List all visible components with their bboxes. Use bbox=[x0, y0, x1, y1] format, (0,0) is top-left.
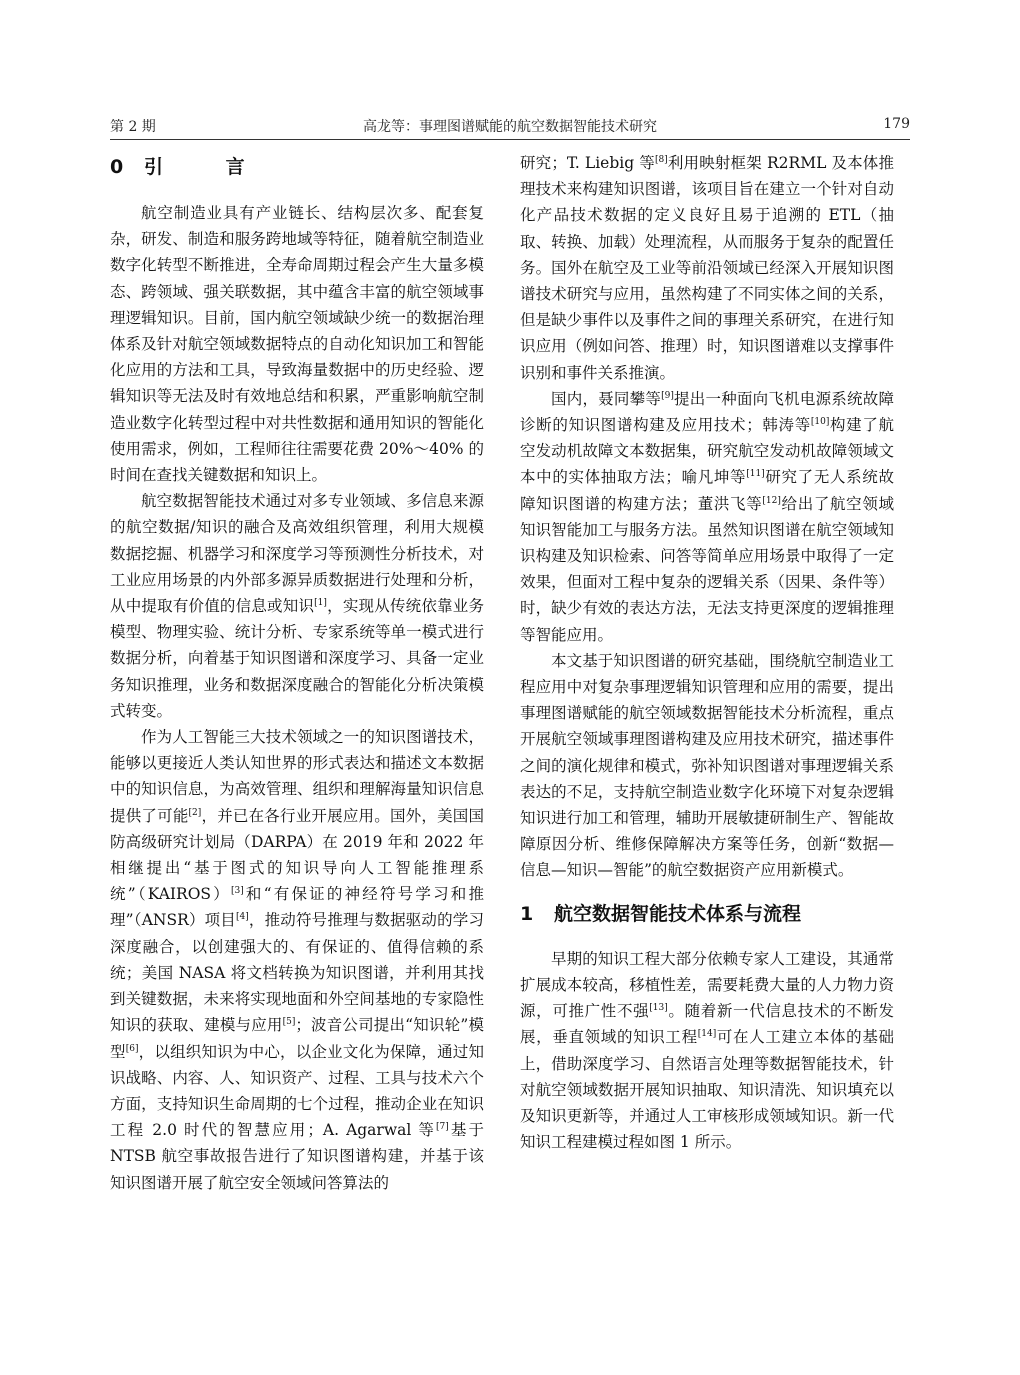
citation[interactable]: [6] bbox=[125, 1043, 139, 1054]
citation[interactable]: [13] bbox=[649, 1003, 668, 1014]
page-number: 179 bbox=[883, 116, 910, 132]
paragraph: 航空数据智能技术通过对多专业领域、多信息来源的航空数据/知识的融合及高效组织管理，利用大规模数据挖掘、机器学习和深度学习等预测性分析技术，对工业应用场景的内外部多源异质数据进行处理和分析，从中提取有价值的信息或知识[1]，实现从传统依靠业务模型、物理实验、统计分析、专家系统等单一模式进行数据分析，向着基于知识图谱和深度学习、具备一定业务知识推理，业务和数据深度融合的智能化分析决策模式转变。 bbox=[110, 492, 484, 720]
section-title: 航空数据智能技术体系与流程 bbox=[554, 902, 802, 925]
citation[interactable]: [5] bbox=[282, 1017, 296, 1028]
header-rule bbox=[110, 139, 910, 140]
issue-number: 第 2 期 bbox=[110, 119, 156, 135]
paragraph: 航空制造业具有产业链长、结构层次多、配套复杂，研发、制造和服务跨地域等特征，随着航空制造业数字化转型不断推进，全寿命周期过程会产生大量多模态、跨领域、强关联数据，其中蕴含丰富的航空领域事理逻辑知识。目前，国内航空领域缺少统一的数据治理体系及针对航空领域数据特点的自动化知识加工和智能化应用的方法和工具，导致海量数据中的历史经验、逻辑知识等无法及时有效地总结和积累，严重影响航空制造业数字化转型过程中对共性数据和通用知识的智能化使用需求，例如，工程师往往需要花费 20%～40% 的时间在查找关键数据和知识上。 bbox=[110, 204, 484, 485]
citation[interactable]: [9] bbox=[661, 390, 674, 401]
paragraph: 早期的知识工程大部分依赖专家人工建设，其通常扩展成本较高，移植性差，需要耗费大量的人力物力资源，可推广性不强[13]。随着新一代信息技术的不断发展，垂直领域的知识工程[14]可在人工建立本体的基础上，借助深度学习、自然语言处理等数据智能技术，针对航空领域数据开展知识抽取、知识清洗、知识填充以及知识更新等，并通过人工审核形成领域知识。新一代知识工程建模过程如图 1 所示。 bbox=[520, 949, 894, 1152]
section-title: 引 言 bbox=[144, 156, 273, 178]
citation[interactable]: [12] bbox=[762, 495, 781, 506]
citation[interactable]: [14] bbox=[697, 1029, 717, 1040]
section-heading-introduction bbox=[110, 150, 484, 194]
running-title: 高龙等：事理图谱赋能的航空数据智能技术研究 bbox=[363, 119, 657, 135]
paragraph: 作为人工智能三大技术领域之一的知识图谱技术，能够以更接近人类认知世界的形式表达和描述文本数据中的知识信息，为高效管理、组织和理解海量知识信息提供了可能[2]，并已在各行业开展应用。国外，美国国防高级研究计划局（DARPA）在 2019 年和 2022 年相继提出“基于图式的知识导向人工智能推理系统”（KAIROS）[3]和“有保证的神经符号学习和推理”（ANSR）项目[4]，推动符号推理与数据驱动的学习深度融合，以创建强大的、有保证的、值得信赖的系统；美国 NASA 将文档转换为知识图谱，并利用其找到关键数据，未来将实现地面和外空间基地的专家隐性知识的获取、建模与应用[5]；波音公司提出“知识轮”模型[6]，以组织知识为中心，以企业文化为保障，通过知识战略、内容、人、知识资产、过程、工具与技术六个方面，支持知识生命周期的七个过程，推动企业在知识工程 2.0 时代的智慧应用；A. Agarwal 等[7]基于 NTSB 航空事故报告进行了知识图谱构建，并基于该知识图谱开展了航空安全领域问答算法的 bbox=[110, 728, 484, 1192]
paragraph: 研究；T. Liebig 等[8]利用映射框架 R2RML 及本体推理技术来构建知识图谱，该项目旨在建立一个针对自动化产品技术数据的定义良好且易于追溯的 ETL（抽取、转换、加载）处理流程，从而服务于复杂的配置任务。国外在航空及工业等前沿领域已经深入开展知识图谱技术研究与应用，虽然构建了不同实体之间的关系，但是缺少事件以及事件之间的事理关系研究，在进行知识应用（例如问答、推理）时，知识图谱难以支撑事件识别和事件关系推演。 bbox=[520, 154, 894, 382]
running-header bbox=[110, 116, 910, 138]
citation[interactable]: [2] bbox=[188, 807, 202, 818]
left-column bbox=[110, 150, 484, 1196]
paragraph: 国内，聂同攀等[9]提出一种面向飞机电源系统故障诊断的知识图谱构建及应用技术；韩涛等[10]构建了航空发动机故障文本数据集，研究航空发动机故障领域文本中的实体抽取方法；喻凡坤等[11]研究了无人系统故障知识图谱的构建方法；董洪飞等[12]给出了航空领域知识智能加工与服务方法。虽然知识图谱在航空领域知识构建及知识检索、问答等简单应用场景中取得了一定效果，但面对工程中复杂的逻辑关系（因果、条件等）时，缺少有效的表达方法，无法支持更深度的逻辑推理等智能应用。 bbox=[520, 389, 894, 644]
citation[interactable]: [4] bbox=[236, 912, 249, 923]
citation[interactable]: [10] bbox=[810, 417, 830, 428]
paragraph: 本文基于知识图谱的研究基础，围绕航空制造业工程应用中对复杂事理逻辑知识管理和应用的需要，提出事理图谱赋能的航空领域数据智能技术分析流程，重点开展航空领域事理图谱构建及应用技术研究，描述事件之间的演化规律和模式，弥补知识图谱对事理逻辑关系表达的不足，支持航空制造业数字化环境下对复杂逻辑知识进行加工和管理，辅助开展敏捷研制生产、智能故障原因分析、维修保障解决方案等任务，创新“数据—信息—知识—智能”的航空数据资产应用新模式。 bbox=[520, 651, 894, 880]
section-number: 1 bbox=[520, 902, 534, 925]
citation[interactable]: [3] bbox=[230, 886, 244, 897]
citation[interactable]: [11] bbox=[746, 469, 765, 480]
right-column bbox=[520, 150, 894, 1155]
citation[interactable]: [1] bbox=[314, 598, 327, 609]
section-number: 0 bbox=[110, 156, 124, 178]
citation[interactable]: [8] bbox=[654, 155, 668, 165]
citation[interactable]: [7] bbox=[435, 1122, 449, 1133]
section-heading-1 bbox=[520, 890, 894, 938]
